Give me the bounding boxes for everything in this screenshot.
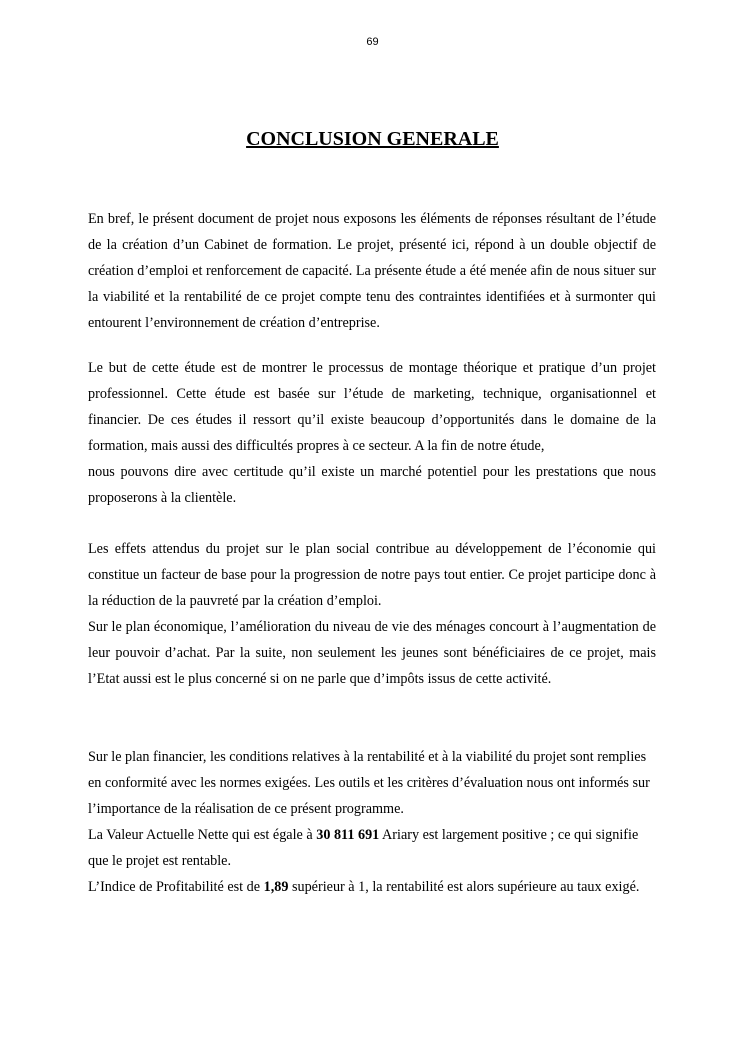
ip-suffix: supérieur à 1, la rentabilité est alors supérieure au taux exigé. bbox=[288, 879, 640, 895]
paragraph-text: Sur le plan financier, les conditions relatives à la rentabilité et à la viabilité du projet sont remplies en conformité avec les normes exigées. Les outils et les critères d’évaluation nous ont informés sur l’importance de la réalisation de ce présent programme. bbox=[88, 749, 650, 817]
paragraph-social-economic bbox=[88, 536, 656, 692]
page-title: CONCLUSION GENERALE bbox=[246, 128, 499, 150]
paragraph-text: Le but de cette étude est de montrer le processus de montage théorique et pratique d’un projet professionnel. Cette étude est basée sur l’étude de marketing, technique, organisationnel et financier. De ces études il ressort qu’il existe beaucoup d’opportunités dans le domaine de la formation, mais aussi des difficultés propres à ce secteur. A la fin de notre étude, bbox=[88, 360, 656, 454]
paragraph-introduction bbox=[88, 206, 656, 336]
paragraph-study-purpose bbox=[88, 355, 656, 511]
paragraph-financial bbox=[88, 744, 656, 900]
paragraph-text: Les effets attendus du projet sur le plan social contribue au développement de l’économie qui constitue un facteur de base pour la progression de notre pays tout entier. Ce projet participe donc à la réduction de la pauvreté par la création d’emploi. bbox=[88, 541, 656, 609]
van-prefix: La Valeur Actuelle Nette qui est égale à bbox=[88, 827, 317, 843]
ip-value: 1,89 bbox=[263, 879, 289, 895]
van-value: 30 811 691 bbox=[316, 827, 380, 843]
paragraph-text: nous pouvons dire avec certitude qu’il existe un marché potentiel pour les prestations que nous proposerons à la clientèle. bbox=[88, 464, 656, 506]
ip-prefix: L’Indice de Profitabilité est de bbox=[88, 879, 264, 895]
page-number: 69 bbox=[366, 36, 379, 48]
paragraph-text: Sur le plan économique, l’amélioration du niveau de vie des ménages concourt à l’augmentation de leur pouvoir d’achat. Par la suite, non seulement les jeunes sont bénéficiaires de ce projet, mais l’Etat aussi est le plus concerné si on ne parle que d’impôts issus de cette activité. bbox=[88, 619, 656, 687]
van-suffix: Ariary est largement positive ; ce qui signifie que le projet est rentable. bbox=[88, 827, 639, 869]
ip-sentence bbox=[88, 874, 656, 900]
van-sentence bbox=[88, 822, 656, 874]
paragraph-text: En bref, le présent document de projet nous exposons les éléments de réponses résultant de l’étude de la création d’un Cabinet de formation. Le projet, présenté ici, répond à un double objectif de création d’emploi et renforcement de capacité. La présente étude a été menée afin de nous situer sur la viabilité et la rentabilité de ce projet compte tenu des contraintes identifiées et à surmonter qui entourent l’environnement de création d’entreprise. bbox=[88, 211, 656, 331]
